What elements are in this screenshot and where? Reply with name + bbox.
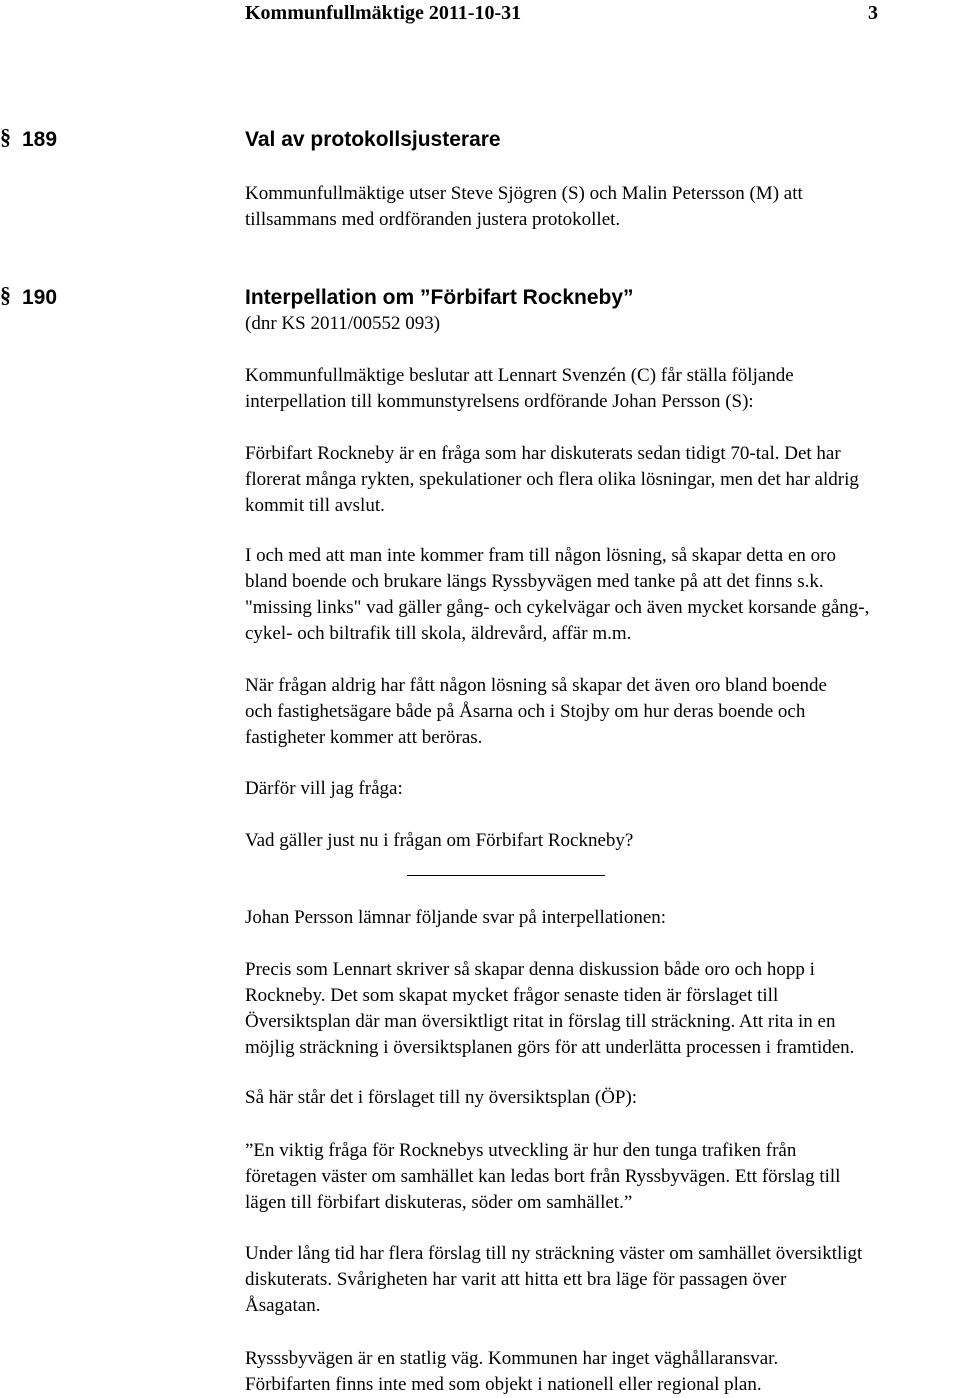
interpellation-paragraph-3 xyxy=(245,673,960,751)
text-line: tillsammans med ordföranden justera protokollet. xyxy=(245,209,621,230)
answer-paragraph-4 xyxy=(245,1346,960,1398)
intro-paragraph xyxy=(245,363,960,415)
interpellation-paragraph-2 xyxy=(245,543,960,647)
page-number: 3 xyxy=(868,2,878,24)
text-line: kommit till avslut. xyxy=(245,495,385,516)
case-reference: (dnr KS 2011/00552 093) xyxy=(245,313,441,334)
text-line: fastigheter kommer att beröras. xyxy=(245,727,483,748)
text-line: och fastighetsägare både på Åsarna och i Stojby om hur deras boende och xyxy=(245,701,806,722)
text-line: Förbifarten finns inte med som objekt i nationell eller regional plan. xyxy=(245,1374,762,1395)
section-title: Interpellation om ”Förbifart Rockneby” xyxy=(245,286,634,309)
text-line: Under lång tid har flera förslag till ny sträckning väster om samhället översiktligt xyxy=(245,1243,863,1264)
text-line: Kommunfullmäktige beslutar att Lennart Svenzén (C) får ställa följande xyxy=(245,365,794,386)
answer-paragraph-3 xyxy=(245,1241,960,1319)
section-title: Val av protokollsjusterare xyxy=(245,128,501,151)
document-header-title: Kommunfullmäktige 2011-10-31 xyxy=(245,2,522,24)
text-line: diskuterats. Svårigheten har varit att hitta ett bra läge för passagen över xyxy=(245,1269,787,1290)
text-line: möjlig sträckning i översiktsplanen görs för att underlätta processen i framtiden. xyxy=(245,1037,855,1058)
text-line: Rysssbyvägen är en statlig väg. Kommunen har inget väghållaransvar. xyxy=(245,1348,779,1369)
answer-paragraph-2: Så här står det i förslaget till ny översiktsplan (ÖP): xyxy=(245,1087,638,1108)
text-line: Kommunfullmäktige utser Steve Sjögren (S) och Malin Petersson (M) att xyxy=(245,183,803,204)
interpellation-paragraph-1 xyxy=(245,441,960,519)
section-number: 190 xyxy=(22,286,58,309)
text-line: Rockneby. Det som skapat mycket frågor senaste tiden är förslaget till xyxy=(245,985,779,1006)
section-number: 189 xyxy=(22,128,58,151)
question-intro: Därför vill jag fråga: xyxy=(245,778,403,799)
text-line: Förbifart Rockneby är en fråga som har diskuterats sedan tidigt 70-tal. Det har xyxy=(245,443,841,464)
question: Vad gäller just nu i frågan om Förbifart Rockneby? xyxy=(245,830,634,851)
text-line: I och med att man inte kommer fram till någon lösning, så skapar detta en oro xyxy=(245,545,836,566)
section-mark: § xyxy=(0,282,11,307)
answer-paragraph-1 xyxy=(245,957,960,1061)
text-line: "missing links" vad gäller gång- och cykelvägar och även mycket korsande gång-, xyxy=(245,597,870,618)
separator-line xyxy=(407,875,605,876)
text-line: Precis som Lennart skriver så skapar denna diskussion både oro och hopp i xyxy=(245,959,815,980)
section-mark: § xyxy=(0,124,11,149)
section-189-body xyxy=(245,181,960,233)
text-line: interpellation till kommunstyrelsens ordförande Johan Persson (S): xyxy=(245,391,754,412)
text-line: lägen till förbifart diskuteras, söder om samhället.” xyxy=(245,1192,633,1213)
text-line: bland boende och brukare längs Ryssbyvägen med tanke på att det finns s.k. xyxy=(245,571,824,592)
text-line: Åsagatan. xyxy=(245,1295,321,1316)
text-line: Översiktsplan där man översiktligt ritat in förslag till sträckning. Att rita in en xyxy=(245,1011,836,1032)
answer-intro: Johan Persson lämnar följande svar på interpellationen: xyxy=(245,907,667,928)
plan-quote xyxy=(245,1138,960,1216)
text-line: företagen väster om samhället kan ledas bort från Ryssbyvägen. Ett förslag till xyxy=(245,1166,841,1187)
text-line: När frågan aldrig har fått någon lösning så skapar det även oro bland boende xyxy=(245,675,827,696)
text-line: florerat många rykten, spekulationer och flera olika lösningar, men det har aldrig xyxy=(245,469,859,490)
text-line: ”En viktig fråga för Rocknebys utveckling är hur den tunga trafiken från xyxy=(245,1140,797,1161)
text-line: cykel- och biltrafik till skola, äldrevård, affär m.m. xyxy=(245,623,632,644)
